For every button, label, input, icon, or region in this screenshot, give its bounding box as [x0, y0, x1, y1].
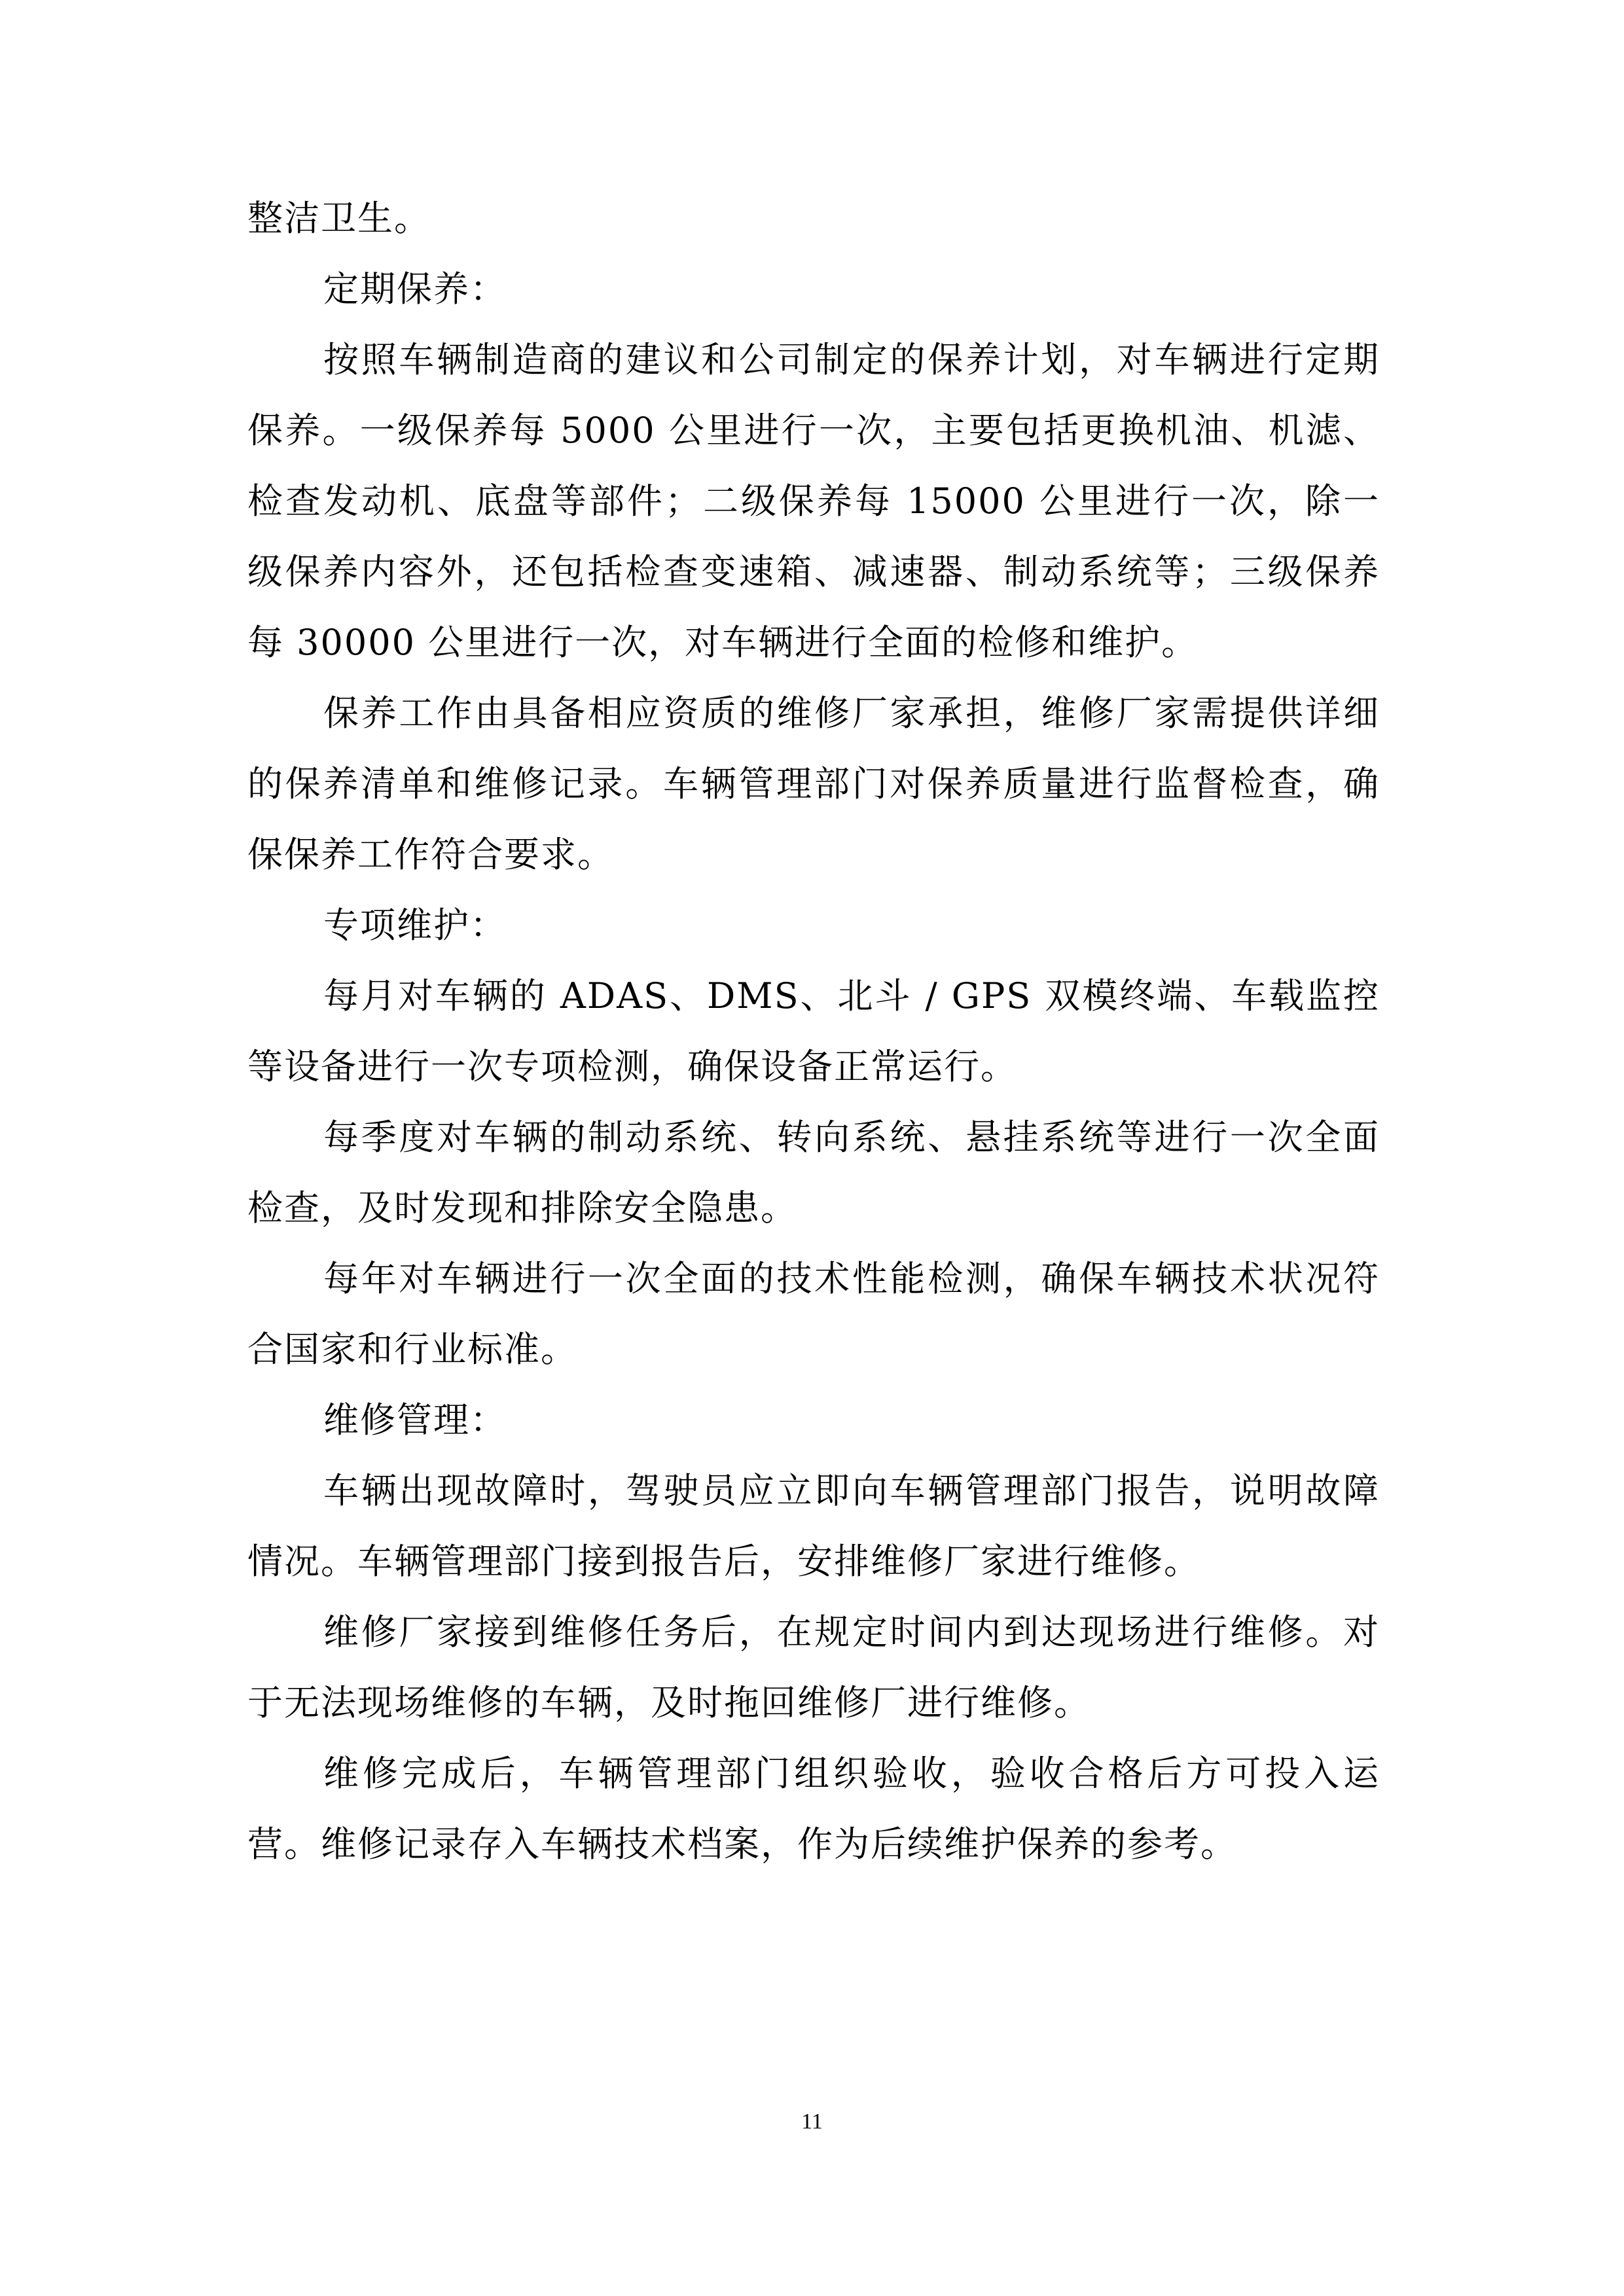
heading-periodic-maintenance: 定期保养： [323, 268, 507, 310]
heading-special-maintenance: 专项维护： [323, 905, 507, 946]
page-number: 11 [801, 2109, 823, 2134]
paragraph-annual-check: 每年对车辆进行一次全面的技术性能检测，确保车辆技术状况符合国家和行业标准。 [247, 1258, 1380, 1370]
paragraph-onsite-repair: 维修厂家接到维修任务后，在规定时间内到达现场进行维修。对于无法现场维修的车辆，及时拖回维修厂进行维修。 [247, 1611, 1380, 1723]
paragraph-monthly-check: 每月对车辆的 ADAS、DMS、北斗 / GPS 双模终端、车载监控等设备进行一次专项检测，确保设备正常运行。 [247, 975, 1380, 1087]
paragraph-maintenance-vendor: 保养工作由具备相应资质的维修厂家承担，维修厂家需提供详细的保养清单和维修记录。车辆管理部门对保养质量进行监督检查，确保保养工作符合要求。 [247, 692, 1380, 875]
paragraph-continuation: 整洁卫生。 [247, 198, 431, 239]
paragraph-fault-report: 车辆出现故障时，驾驶员应立即向车辆管理部门报告，说明故障情况。车辆管理部门接到报告后，安排维修厂家进行维修。 [247, 1470, 1380, 1582]
paragraph-repair-acceptance: 维修完成后，车辆管理部门组织验收，验收合格后方可投入运营。维修记录存入车辆技术档案，作为后续维护保养的参考。 [247, 1753, 1380, 1865]
heading-repair-management: 维修管理： [323, 1399, 507, 1441]
body-text [247, 183, 1380, 1880]
paragraph-maintenance-schedule: 按照车辆制造商的建议和公司制定的保养计划，对车辆进行定期保养。一级保养每 5000 公里进行一次，主要包括更换机油、机滤、检查发动机、底盘等部件；二级保养每 15000 公里进行一次，除一级保养内容外，还包括检查变速箱、减速器、制动系统等；三级保养每 30000 公里进行一次，对车辆进行全面的检修和维护。 [247, 339, 1380, 663]
paragraph-quarterly-check: 每季度对车辆的制动系统、转向系统、悬挂系统等进行一次全面检查，及时发现和排除安全隐患。 [247, 1117, 1380, 1229]
